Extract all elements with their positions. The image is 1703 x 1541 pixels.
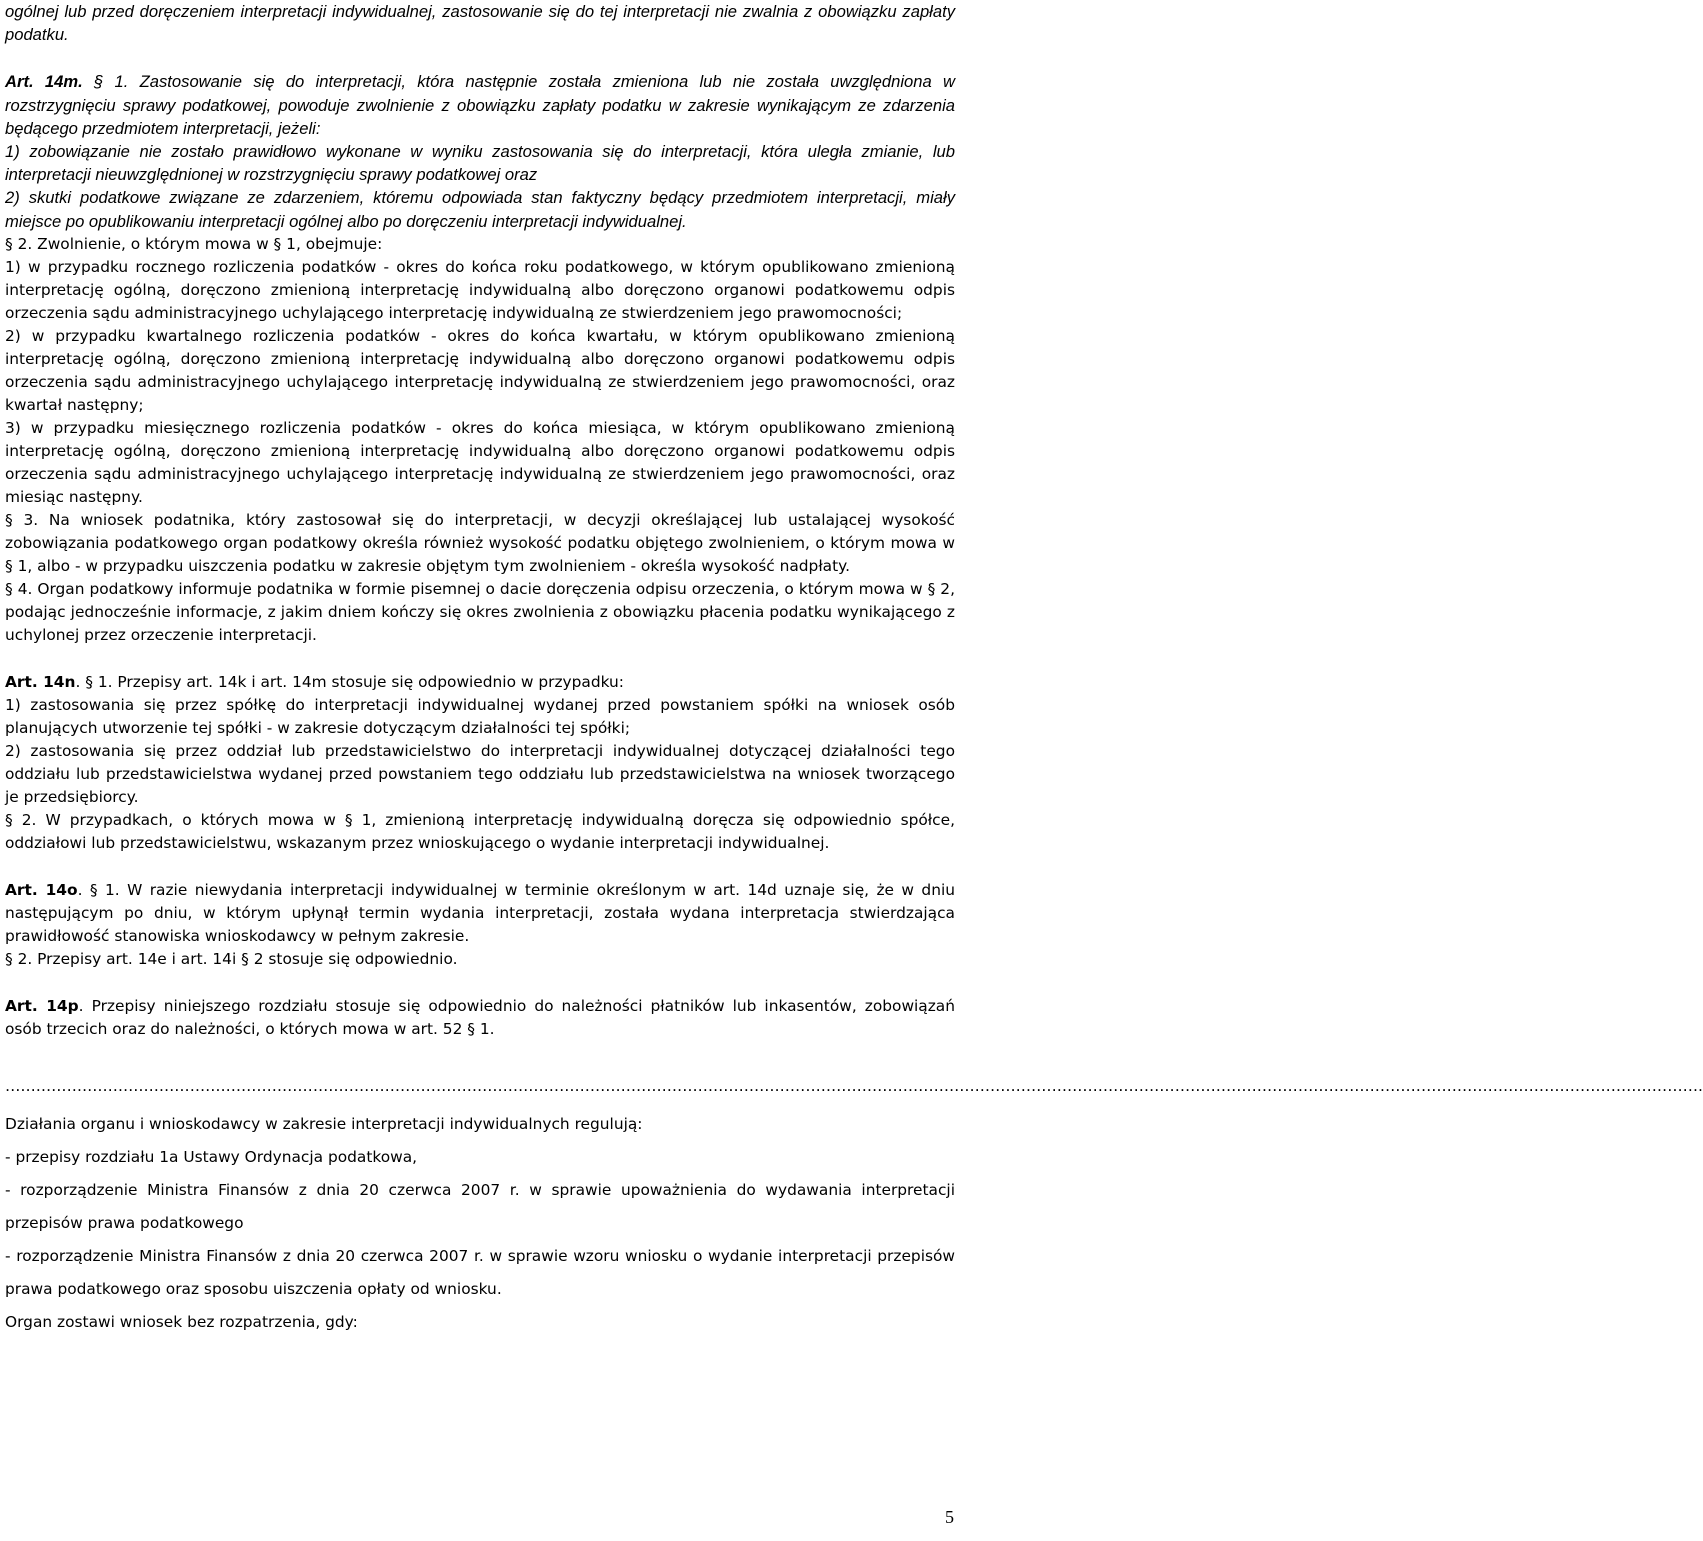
article-heading: Art. 14m. <box>5 72 83 92</box>
spacer <box>5 971 955 995</box>
regulations-intro: Działania organu i wnioskodawcy w zakresie interpretacji indywidualnych regulują: <box>5 1114 643 1133</box>
article-14m-para-2-item-3: 3) w przypadku miesięcznego rozliczenia podatków - okres do końca miesiąca, w którym opublikowano zmienioną interpretację ogólną, doręczono zmienioną interpretację indywidualną albo doręczono organowi podatkowemu odpis orzeczenia sądu administracyjnego uchylającego interpretację indywidualną ze stwierdzeniem jego prawomocności, oraz miesiąc następny. <box>5 418 955 506</box>
paragraph-text: . § 1. W razie niewydania interpretacji indywidualnej w terminie określonym w art. 14d uznaje się, że w dniu następującym po dniu, w którym upłynął termin wydania interpretacji, została wydana interpretacja stwierdzająca prawidłowość stanowiska wnioskodawcy w pełnym zakresie. <box>5 880 955 945</box>
article-14o-para-2: § 2. Przepisy art. 14e i art. 14i § 2 stosuje się odpowiednio. <box>5 949 458 968</box>
dotted-separator: ……………………………………………………………………………………………………………………………………………………………………………………………………………………………………………………………………………………………………. <box>5 1076 1703 1095</box>
article-14m-para-2: § 2. Zwolnienie, o którym mowa w § 1, obejmuje: <box>5 234 383 253</box>
spacer <box>5 46 955 70</box>
article-14n <box>5 671 955 855</box>
article-14m-para-4: § 4. Organ podatkowy informuje podatnika w formie pisemnej o dacie doręczenia odpisu orzeczenia, o którym mowa w § 2, podając jednocześnie informacje, z jakim dniem kończy się okres zwolnienia z obowiązku płacenia podatku wynikającego z uchylonej przez orzeczenie interpretacji. <box>5 579 955 644</box>
document-page <box>5 0 1703 1339</box>
regulation-item: - przepisy rozdziału 1a Ustawy Ordynacja podatkowa, <box>5 1147 418 1166</box>
article-14m-para-1 <box>5 70 955 140</box>
article-14n-para-2: § 2. W przypadkach, o których mowa w § 1, zmienioną interpretację indywidualną doręcza się odpowiednio spółce, oddziałowi lub przedstawicielstwu, wskazanym przez wnioskującego o wydanie interpretacji indywidualnej. <box>5 810 955 852</box>
article-14m-para-2-item-1: 1) w przypadku rocznego rozliczenia podatków - okres do końca roku podatkowego, w którym opublikowano zmienioną interpretację ogólną, doręczono zmienioną interpretację indywidualną albo doręczono organowi podatkowemu odpis orzeczenia sądu administracyjnego uchylającego interpretację indywidualną ze stwierdzeniem jego prawomocności; <box>5 257 955 322</box>
article-14m <box>5 70 955 646</box>
article-heading: Art. 14n <box>5 672 76 691</box>
article-14n-item-2: 2) zastosowania się przez oddział lub przedstawicielstwo do interpretacji indywidualnej dotyczącej działalności tego oddziału lub przedstawicielstwa wydanej przed powstaniem tego oddziału lub przedstawicielstwa na wniosek tworzącego je przedsiębiorcy. <box>5 741 955 806</box>
intro-paragraph: ogólnej lub przed doręczeniem interpretacji indywidualnej, zastosowanie się do tej interpretacji nie zwalnia z obowiązku zapłaty podatku. <box>5 2 955 45</box>
article-14p <box>5 995 955 1041</box>
article-14m-item-2: 2) skutki podatkowe związane ze zdarzeniem, któremu odpowiada stan faktyczny będący przedmiotem interpretacji, miały miejsce po opublikowaniu interpretacji ogólnej albo po doręczeniu interpretacji indywidualnej. <box>5 188 955 231</box>
article-14o <box>5 879 955 971</box>
regulations-section <box>5 1108 955 1339</box>
spacer <box>5 647 955 671</box>
spacer <box>5 855 955 879</box>
article-14m-para-2-item-2: 2) w przypadku kwartalnego rozliczenia podatków - okres do końca kwartału, w którym opublikowano zmienioną interpretację ogólną, doręczono zmienioną interpretację indywidualną albo doręczono organowi podatkowemu odpis orzeczenia sądu administracyjnego uchylającego interpretację indywidualną ze stwierdzeniem jego prawomocności, oraz kwartał następny; <box>5 326 955 414</box>
article-14n-para-1 <box>5 671 955 694</box>
article-14o-para-1 <box>5 879 955 948</box>
paragraph-text: § 1. Zastosowanie się do interpretacji, która następnie została zmieniona lub nie została uwzględniona w rozstrzygnięciu sprawy podatkowej, powoduje zwolnienie z obowiązku zapłaty podatku w zakresie wynikającym ze zdarzenia będącego przedmiotem interpretacji, jeżeli: <box>5 72 955 138</box>
paragraph-text: . Przepisy niniejszego rozdziału stosuje się odpowiednio do należności płatników lub inkasentów, zobowiązań osób trzecich oraz do należności, o których mowa w art. 52 § 1. <box>5 996 955 1038</box>
regulation-item: - rozporządzenie Ministra Finansów z dnia 20 czerwca 2007 r. w sprawie upoważnienia do wydawania interpretacji przepisów prawa podatkowego <box>5 1180 955 1232</box>
article-14n-item-1: 1) zastosowania się przez spółkę do interpretacji indywidualnej wydanej przed powstaniem spółki na wniosek osób planujących utworzenie tej spółki - w zakresie dotyczącym działalności tej spółki; <box>5 695 955 737</box>
article-14m-para-3: § 3. Na wniosek podatnika, który zastosował się do interpretacji, w decyzji określającej lub ustalającej wysokość zobowiązania podatkowego organ podatkowy określa również wysokość podatku objętego zwolnieniem, o którym mowa w § 1, albo - w przypadku uiszczenia podatku w zakresie objętym tym zwolnieniem - określa wysokość nadpłaty. <box>5 510 955 575</box>
page-number: 5 <box>945 1507 954 1527</box>
article-14m-item-1: 1) zobowiązanie nie zostało prawidłowo wykonane w wyniku zastosowania się do interpretacji, która uległa zmianie, lub interpretacji nieuwzględnionej w rozstrzygnięciu sprawy podatkowej oraz <box>5 142 955 185</box>
rejection-conditions-intro: Organ zostawi wniosek bez rozpatrzenia, gdy: <box>5 1312 358 1331</box>
article-heading: Art. 14o <box>5 880 78 899</box>
regulation-item: - rozporządzenie Ministra Finansów z dnia 20 czerwca 2007 r. w sprawie wzoru wniosku o wydanie interpretacji przepisów prawa podatkowego oraz sposobu uiszczenia opłaty od wniosku. <box>5 1246 955 1298</box>
article-heading: Art. 14p <box>5 996 79 1015</box>
article-14p-para <box>5 995 955 1041</box>
paragraph-text: . § 1. Przepisy art. 14k i art. 14m stosuje się odpowiednio w przypadku: <box>75 672 624 691</box>
